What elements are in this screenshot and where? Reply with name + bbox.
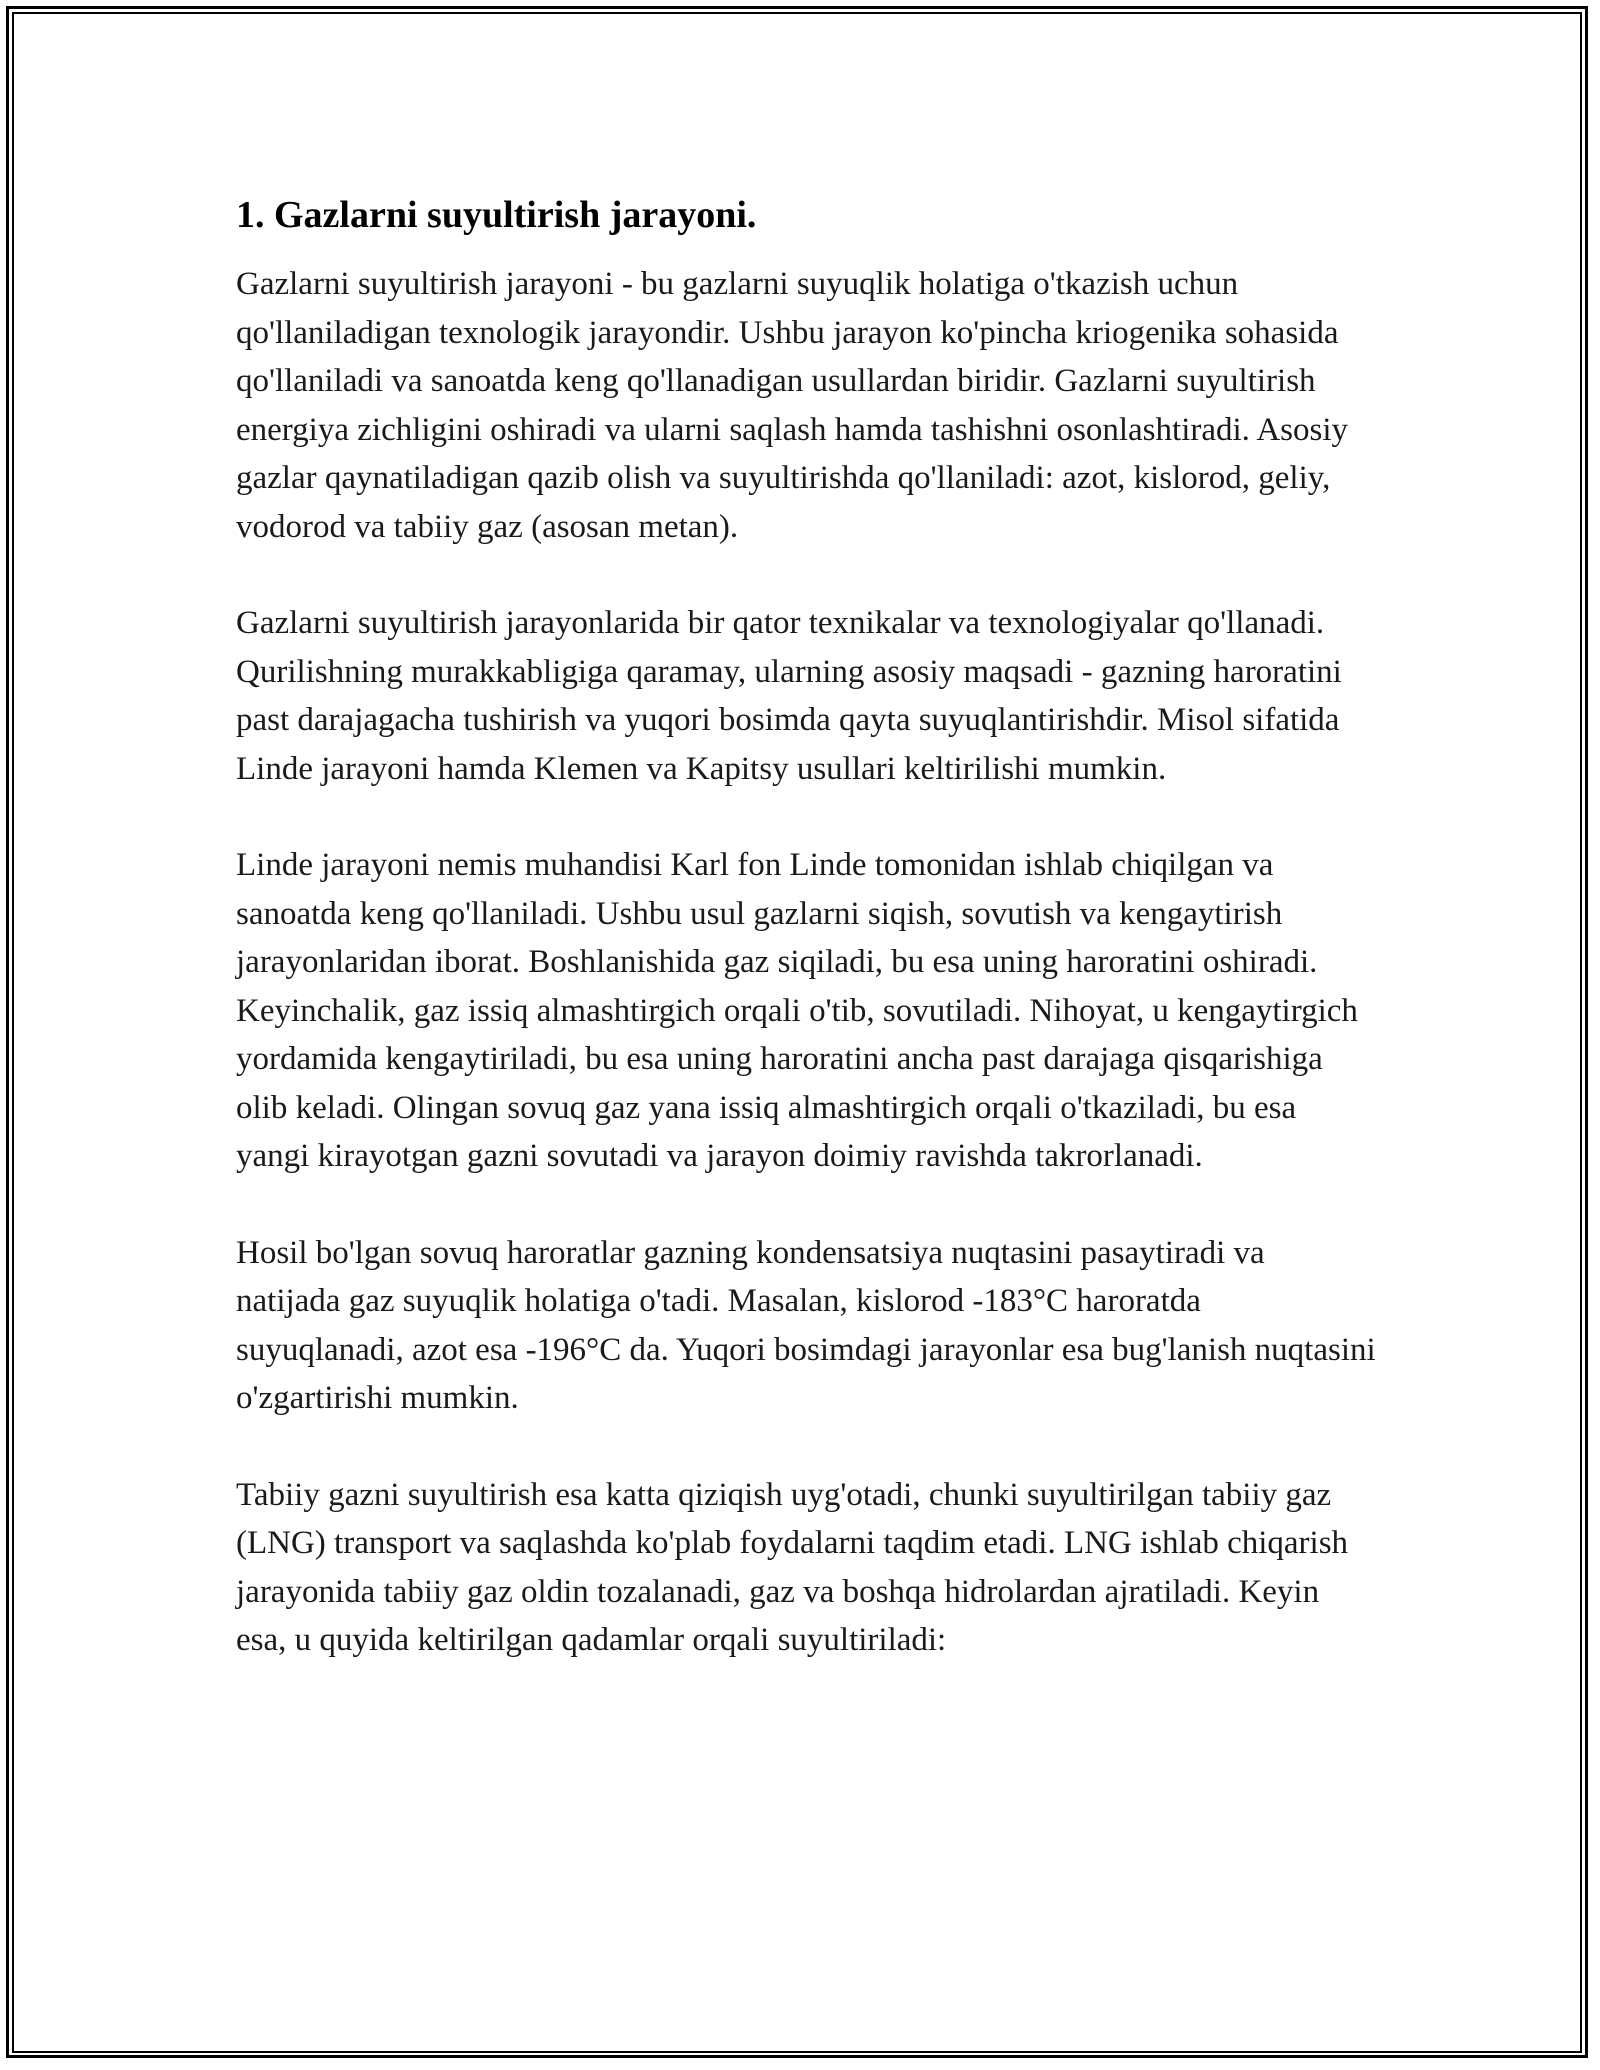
- document-body: [236, 190, 1376, 1665]
- paragraph-3: Linde jarayoni nemis muhandisi Karl fon Linde tomonidan ishlab chiqilgan va sanoatda keng qo'llaniladi. Ushbu usul gazlarni siqish, sovutish va kengaytirish jarayonlaridan iborat. Boshlanishida gaz siqiladi, bu esa uning haroratini oshiradi. Keyinchalik, gaz issiq almashtirgich orqali o'tib, sovutiladi. Nihoyat, u kengaytirgich yordamida kengaytiriladi, bu esa uning haroratini ancha past darajaga qisqarishiga olib keladi. Olingan sovuq gaz yana issiq almashtirgich orqali o'tkaziladi, bu esa yangi kirayotgan gazni sovutadi va jarayon doimiy ravishda takrorlanadi.: [236, 847, 1358, 1174]
- paragraph-5: Tabiiy gazni suyultirish esa katta qiziqish uyg'otadi, chunki suyultirilgan tabiiy gaz (LNG) transport va saqlashda ko'plab foydalarni taqdim etadi. LNG ishlab chiqarish jarayonida tabiiy gaz oldin tozalanadi, gaz va boshqa hidrolardan ajratiladi. Keyin esa, u quyida keltirilgan qadamlar orqali suyultiriladi:: [236, 1476, 1349, 1658]
- paragraph-1: Gazlarni suyultirish jarayoni - bu gazlarni suyuqlik holatiga o'tkazish uchun qo'llaniladigan texnologik jarayondir. Ushbu jarayon ko'pincha kriogenika sohasida qo'llaniladi va sanoatda keng qo'llanadigan usullardan biridir. Gazlarni suyultirish energiya zichligini oshiradi va ularni saqlash hamda tashishni osonlashtiradi. Asosiy gazlar qaynatiladigan qazib olish va suyultirishda qo'llaniladi: azot, kislorod, geliy, vodorod va tabiiy gaz (asosan metan).: [236, 266, 1349, 545]
- section-heading: 1. Gazlarni suyultirish jarayoni.: [236, 194, 757, 236]
- paragraph-4: Hosil bo'lgan sovuq haroratlar gazning kondensatsiya nuqtasini pasaytiradi va natijada gaz suyuqlik holatiga o'tadi. Masalan, kislorod -183°C haroratda suyuqlanadi, azot esa -196°C da. Yuqori bosimdagi jarayonlar esa bug'lanish nuqtasini o'zgartirishi mumkin.: [236, 1234, 1376, 1416]
- paragraph-2: Gazlarni suyultirish jarayonlarida bir qator texnikalar va texnologiyalar qo'llanadi. Qurilishning murakkabligiga qaramay, ularning asosiy maqsadi - gazning haroratini past darajagacha tushirish va yuqori bosimda qayta suyuqlantirishdir. Misol sifatida Linde jarayoni hamda Klemen va Kapitsy usullari keltirilishi mumkin.: [236, 605, 1342, 787]
